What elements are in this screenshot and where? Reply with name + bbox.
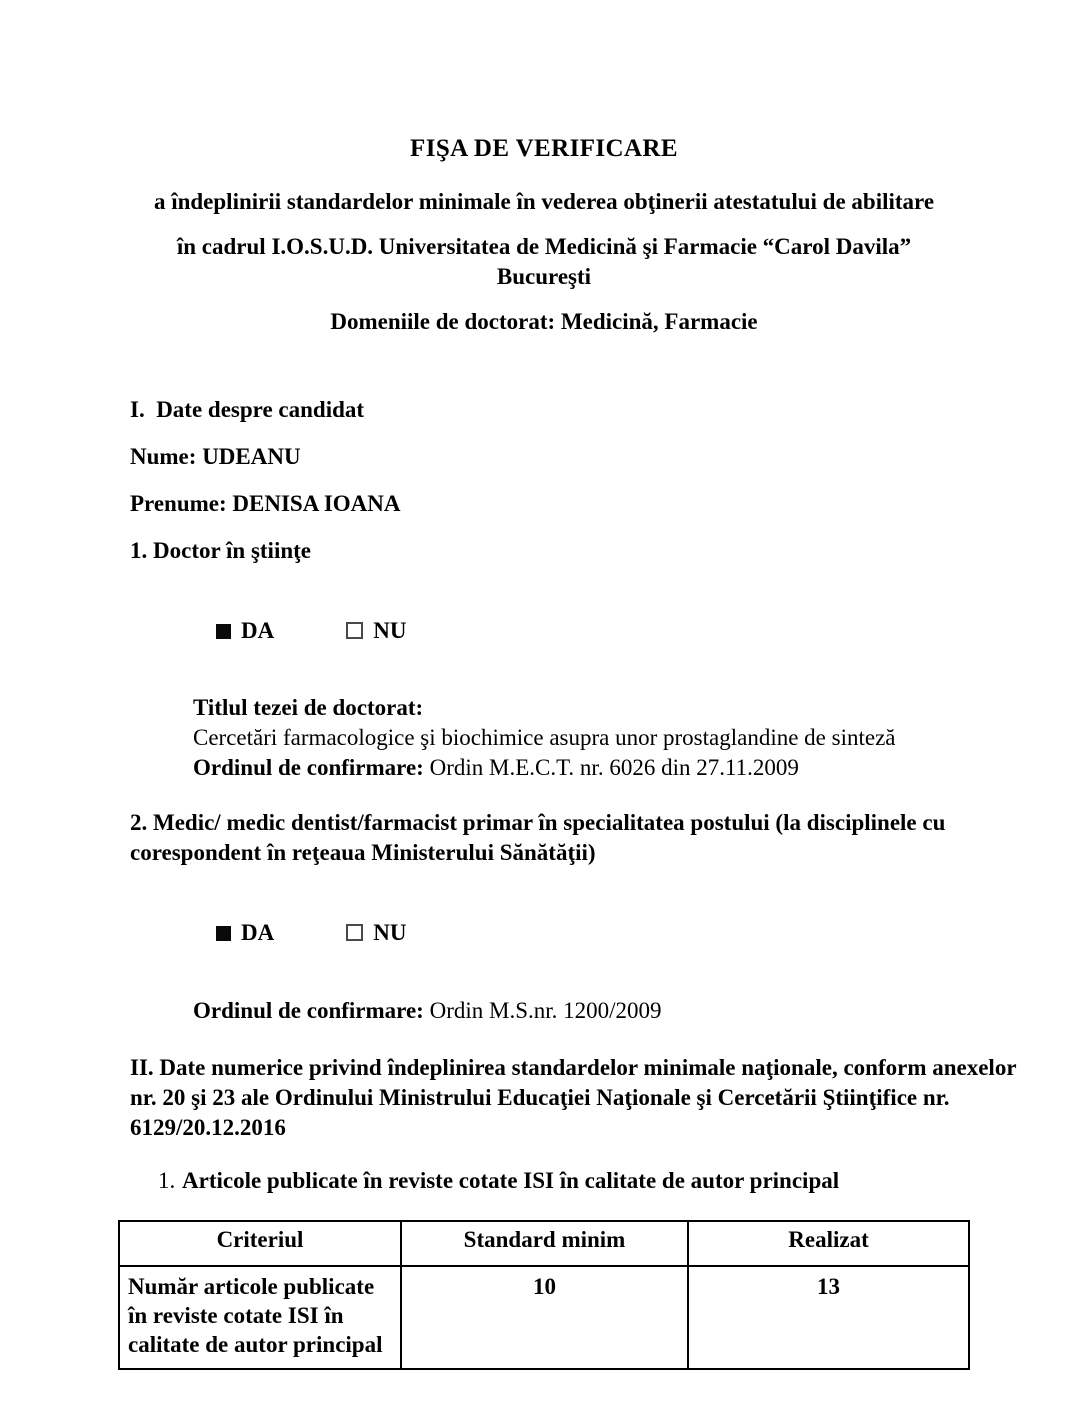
unchecked-checkbox-icon[interactable] [346,622,363,639]
item-2-heading-line: corespondent în reţeaua Ministerului Sănătăţii) [130,840,596,865]
surname-value: DENISA IOANA [232,491,401,516]
thesis-title-text: Cercetări farmacologice şi biochimice asupra unor prostaglandine de sinteză [193,725,896,750]
list-item-text: Articole publicate în reviste cotate ISI în calitate de autor principal [182,1168,840,1193]
confirmation-order-label: Ordinul de confirmare: [193,998,424,1023]
name-value: UDEANU [202,444,301,469]
da-label: DA [241,618,275,643]
thesis-title-label: Titlul tezei de doctorat: [193,695,424,720]
name-row [130,442,958,472]
surname-label: Prenume: [130,491,227,516]
criteria-table [118,1220,970,1370]
list-item-number: 1. [158,1168,176,1193]
nu-label: NU [373,618,407,643]
subtitle-line: în cadrul I.O.S.U.D. Universitatea de Medicină şi Farmacie “Carol Davila” Bucureşti [176,234,917,289]
item-2-heading-line: 2. Medic/ medic dentist/farmacist primar în specialitatea postului (la disciplinele cu [130,810,946,835]
section-ii-heading-line: II. Date numerice privind îndeplinirea standardelor minimale naţionale, conform anexelor [130,1055,1017,1080]
surname-row [130,489,958,519]
section-ii-heading-line: nr. 20 şi 23 ale Ordinului Ministrului Educaţiei Naţionale şi Cercetării Ştiinţifice nr. [130,1085,950,1110]
confirmation-order-row-1 [130,753,958,783]
da-label: DA [241,920,275,945]
checked-checkbox-icon[interactable] [216,624,231,639]
cell-criterion: Număr articole publicate în reviste cotate ISI în calitate de autor principal [119,1266,401,1369]
confirmation-order-value: Ordin M.S.nr. 1200/2009 [429,998,662,1023]
table-header-row [119,1221,969,1266]
unchecked-checkbox-icon[interactable] [346,924,363,941]
doc-title: FIŞA DE VERIFICARE [410,135,678,162]
table-header-realizat: Realizat [688,1221,969,1266]
confirmation-order-value: Ordin M.E.C.T. nr. 6026 din 27.11.2009 [429,755,799,780]
section-ii-heading-line: 6129/20.12.2016 [130,1115,286,1140]
cell-standard-minim: 10 [401,1266,688,1369]
table-header-criteriul: Criteriul [119,1221,401,1266]
subtitle-line: a îndeplinirii standardelor minimale în vederea obţinerii atestatului de abilitare [153,189,935,214]
subtitle-line: Domeniile de doctorat: Medicină, Farmacie [330,309,758,334]
checkbox-row-doctor [130,586,958,676]
table-header-standard-minim: Standard minim [401,1221,688,1266]
checkbox-row-medic [130,888,958,978]
list-item-1 [130,1166,958,1196]
nu-label: NU [373,920,407,945]
checked-checkbox-icon[interactable] [216,926,231,941]
confirmation-order-label: Ordinul de confirmare: [193,755,424,780]
table-row [119,1266,969,1369]
confirmation-order-row-2 [130,996,958,1026]
name-label: Nume: [130,444,197,469]
section-i-heading: I. Date despre candidat [130,397,365,422]
item-1-heading: 1. Doctor în ştiinţe [130,538,312,563]
cell-realizat: 13 [688,1266,969,1369]
